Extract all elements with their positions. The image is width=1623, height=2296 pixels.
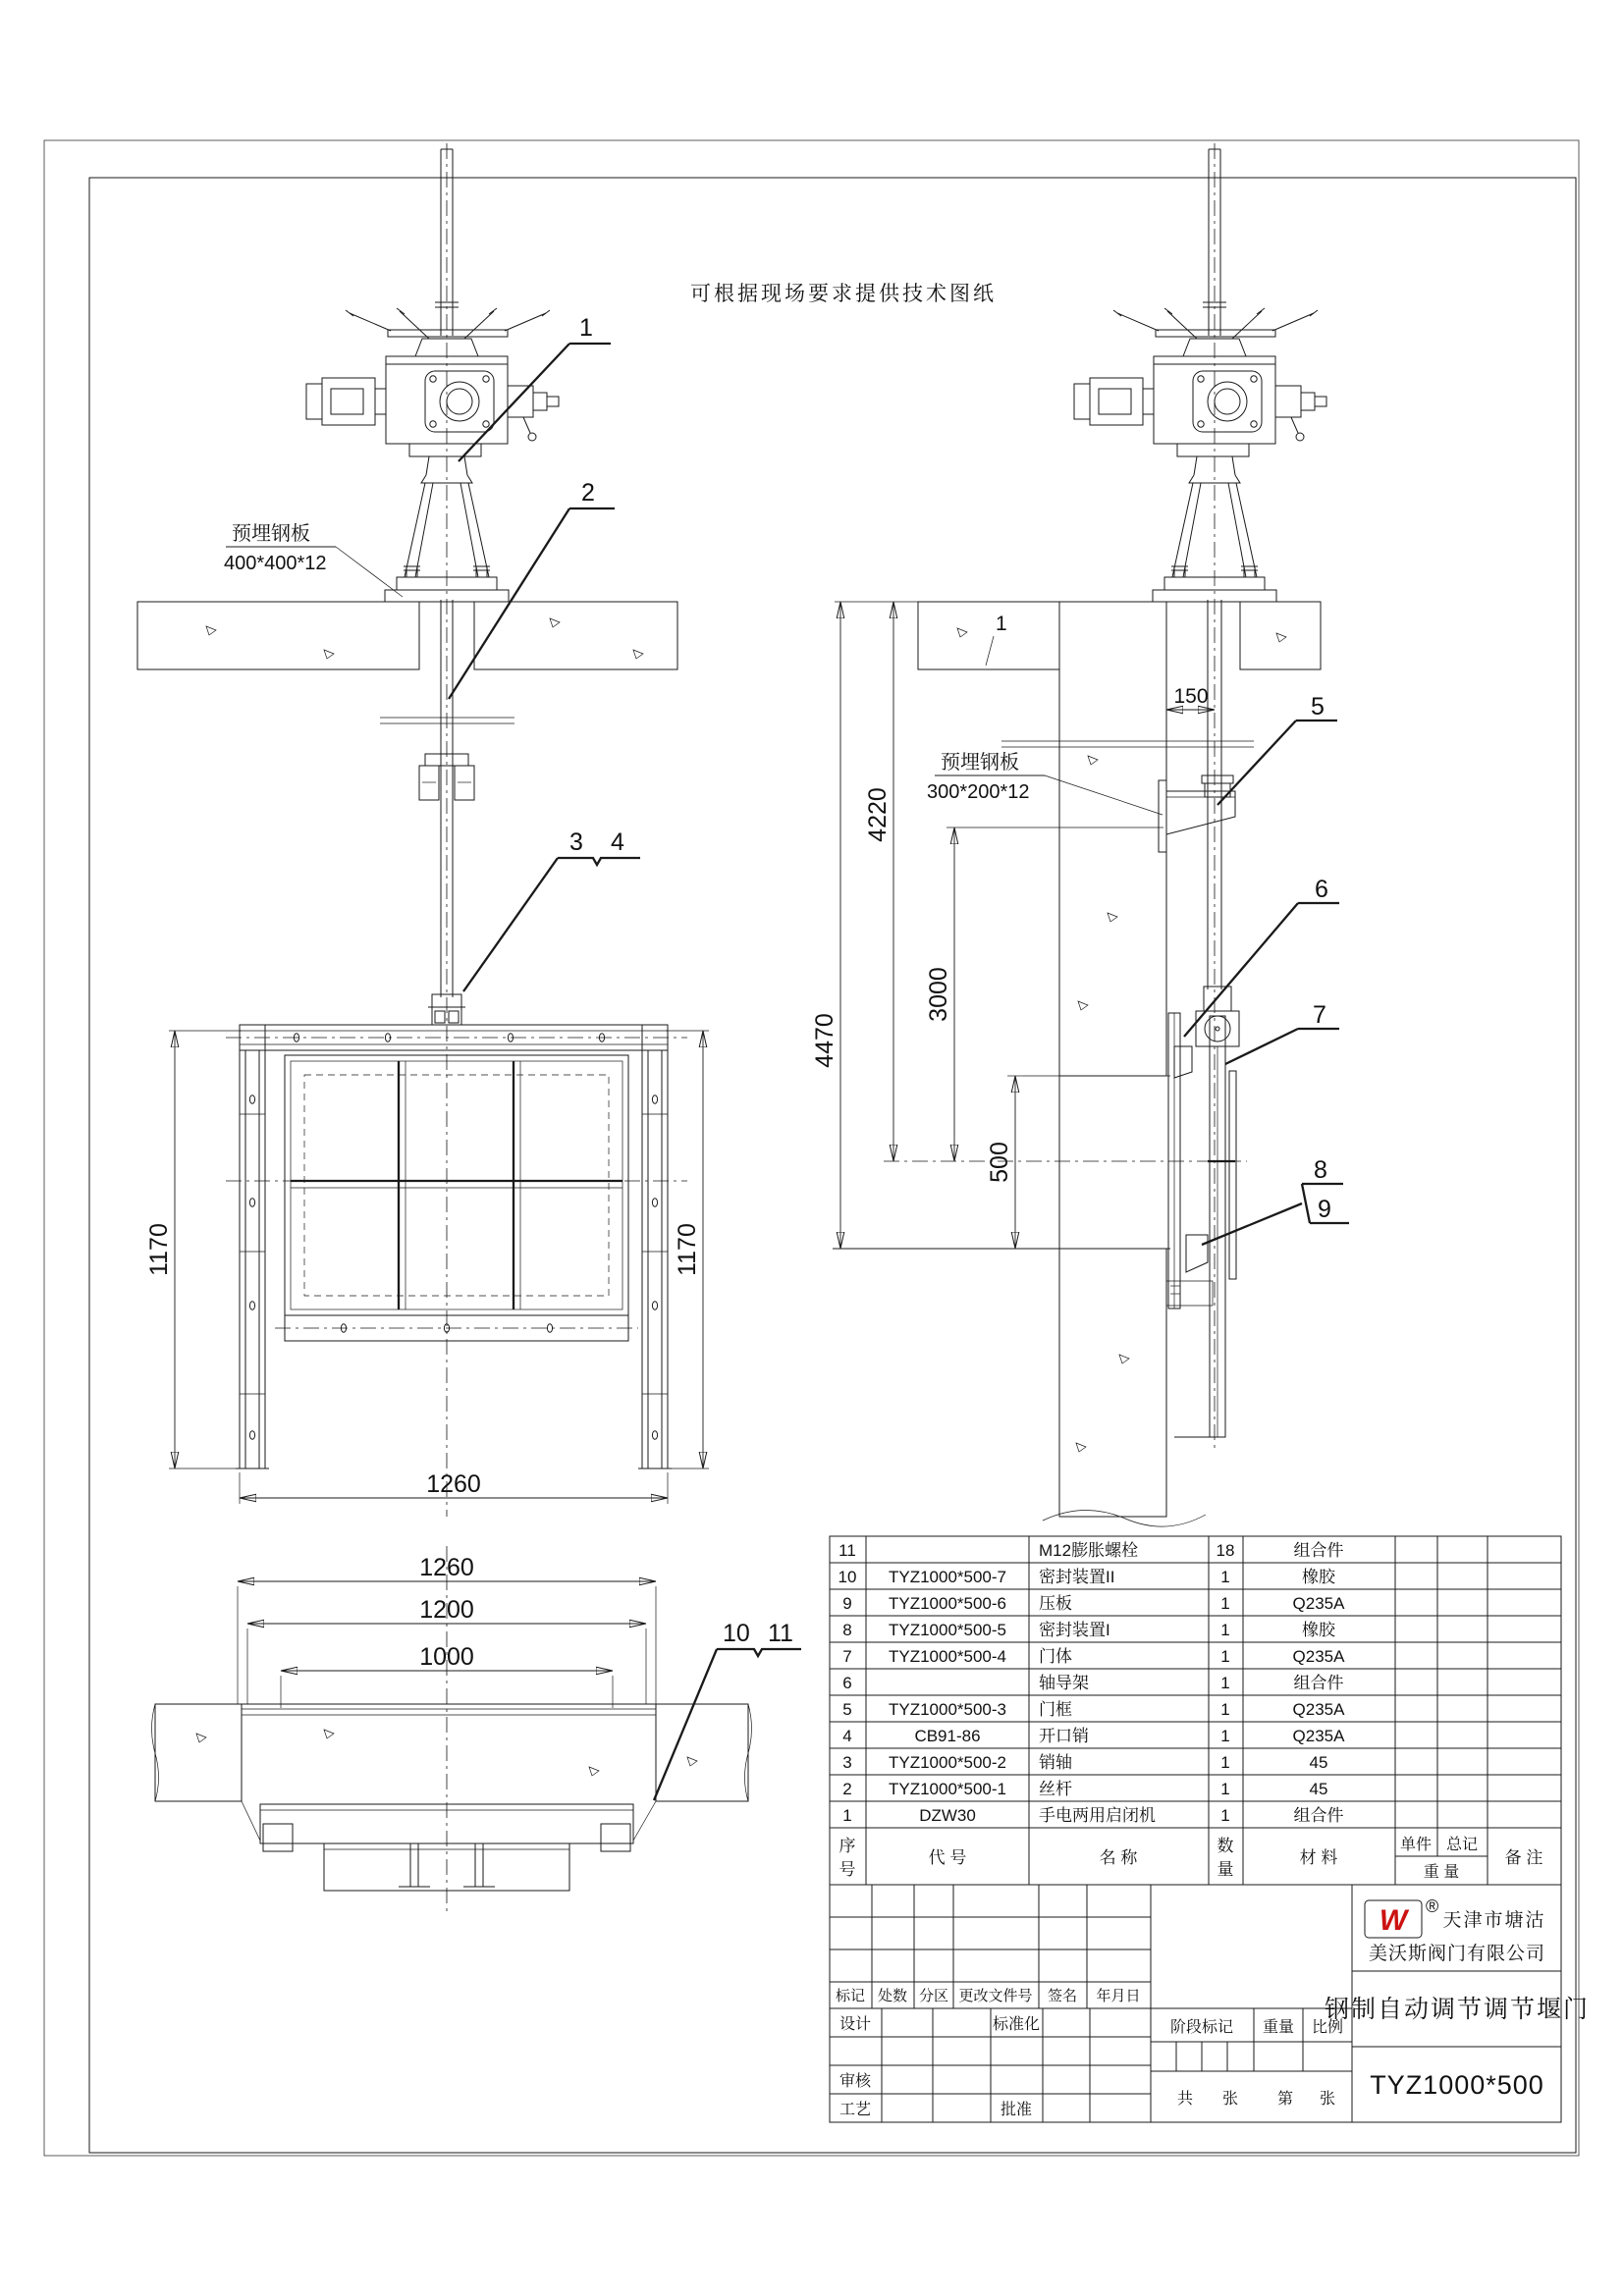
company-logo-icon: W bbox=[1379, 1904, 1408, 1937]
registered-mark: ® bbox=[1426, 1896, 1439, 1916]
svg-text:1: 1 bbox=[1220, 1780, 1230, 1798]
svg-text:共: 共 bbox=[1176, 2091, 1194, 2108]
svg-text:备 注: 备 注 bbox=[1504, 1848, 1543, 1867]
front-dimensions bbox=[145, 1031, 709, 1504]
dim-4220: 4220 bbox=[864, 787, 892, 842]
svg-text:45: 45 bbox=[1309, 1780, 1328, 1798]
svg-text:1: 1 bbox=[579, 314, 593, 342]
svg-text:1: 1 bbox=[1220, 1647, 1230, 1666]
embed-plate-text-2: 400*400*12 bbox=[224, 553, 327, 574]
svg-text:门体: 门体 bbox=[1039, 1647, 1072, 1666]
callout-10-11 bbox=[654, 1620, 801, 1800]
svg-text:张: 张 bbox=[1319, 2091, 1336, 2108]
svg-text:门框: 门框 bbox=[1039, 1700, 1072, 1719]
dim-1000-plan: 1000 bbox=[419, 1643, 474, 1671]
svg-text:组合件: 组合件 bbox=[1293, 1806, 1344, 1825]
dim-1200-plan: 1200 bbox=[419, 1596, 474, 1624]
svg-text:8: 8 bbox=[842, 1621, 852, 1639]
svg-text:年月日: 年月日 bbox=[1096, 1988, 1141, 2004]
svg-text:量: 量 bbox=[1217, 1860, 1234, 1879]
svg-text:TYZ1000*500-1: TYZ1000*500-1 bbox=[888, 1780, 1007, 1798]
svg-text:DZW30: DZW30 bbox=[919, 1806, 976, 1825]
svg-text:7: 7 bbox=[1313, 1001, 1326, 1029]
hoist-actuator-front bbox=[306, 149, 559, 602]
dim-1170-left: 1170 bbox=[145, 1223, 173, 1276]
svg-text:Q235A: Q235A bbox=[1292, 1700, 1345, 1719]
svg-text:TYZ1000*500-4: TYZ1000*500-4 bbox=[888, 1647, 1007, 1666]
stage-labels bbox=[1170, 2018, 1343, 2108]
section-embed-plate-label bbox=[927, 751, 1163, 815]
parts-rows bbox=[839, 1541, 1346, 1825]
svg-text:11: 11 bbox=[839, 1541, 856, 1560]
svg-text:TYZ1000*500-5: TYZ1000*500-5 bbox=[888, 1621, 1007, 1639]
svg-text:Q235A: Q235A bbox=[1292, 1647, 1345, 1666]
plan-concrete bbox=[152, 1704, 752, 1801]
svg-text:标记: 标记 bbox=[835, 1988, 866, 2004]
svg-text:TYZ1000*500-7: TYZ1000*500-7 bbox=[888, 1568, 1007, 1586]
svg-text:4: 4 bbox=[611, 828, 624, 856]
dim-1260-plan: 1260 bbox=[419, 1554, 474, 1581]
svg-text:9: 9 bbox=[842, 1594, 852, 1613]
svg-text:1: 1 bbox=[1220, 1700, 1230, 1719]
plan-sill bbox=[242, 1801, 656, 1891]
svg-text:9: 9 bbox=[1318, 1196, 1331, 1223]
plan-dimensions bbox=[238, 1554, 656, 1708]
svg-text:8: 8 bbox=[1314, 1156, 1327, 1184]
sheet-border bbox=[44, 140, 1579, 2156]
callout-3-4 bbox=[463, 828, 640, 991]
svg-text:压板: 压板 bbox=[1039, 1594, 1072, 1613]
section-view bbox=[811, 143, 1349, 1526]
company-box bbox=[1365, 1896, 1546, 1964]
front-screw-rod bbox=[380, 600, 514, 997]
svg-text:6: 6 bbox=[842, 1674, 852, 1692]
svg-text:2: 2 bbox=[842, 1780, 852, 1798]
svg-text:签名: 签名 bbox=[1047, 1988, 1078, 2004]
parts-table bbox=[830, 1536, 1561, 1885]
svg-text:序: 序 bbox=[839, 1837, 856, 1855]
svg-text:比例: 比例 bbox=[1311, 2019, 1344, 2036]
svg-text:TYZ1000*500-2: TYZ1000*500-2 bbox=[888, 1753, 1007, 1772]
svg-text:6: 6 bbox=[1315, 876, 1328, 903]
front-embed-plate-label bbox=[224, 522, 403, 597]
revision-headers bbox=[836, 1987, 1141, 2004]
svg-text:1: 1 bbox=[1220, 1727, 1230, 1745]
dim-1170-right: 1170 bbox=[674, 1223, 701, 1276]
svg-text:审核: 审核 bbox=[839, 2073, 872, 2090]
svg-text:销轴: 销轴 bbox=[1039, 1753, 1072, 1772]
svg-text:工艺: 工艺 bbox=[839, 2102, 872, 2118]
svg-text:1: 1 bbox=[1220, 1568, 1230, 1586]
dim-3000: 3000 bbox=[925, 967, 952, 1022]
svg-text:M12膨胀螺栓: M12膨胀螺栓 bbox=[1039, 1541, 1139, 1560]
svg-text:10: 10 bbox=[838, 1568, 857, 1586]
svg-text:标准化: 标准化 bbox=[992, 2016, 1041, 2033]
svg-text:分区: 分区 bbox=[918, 1988, 949, 2004]
svg-text:1: 1 bbox=[842, 1806, 852, 1825]
section-screw-rod bbox=[1001, 600, 1254, 989]
svg-text:10: 10 bbox=[723, 1620, 750, 1647]
svg-text:3: 3 bbox=[842, 1753, 852, 1772]
svg-text:150: 150 bbox=[1173, 685, 1209, 708]
svg-text:第: 第 bbox=[1276, 2091, 1294, 2108]
embed-plate-text-1: 预埋钢板 bbox=[232, 523, 310, 545]
svg-text:TYZ1000*500-6: TYZ1000*500-6 bbox=[888, 1594, 1007, 1613]
site-note: 可根据现场要求提供技术图纸 bbox=[690, 283, 997, 305]
svg-text:单件: 单件 bbox=[1399, 1837, 1433, 1853]
svg-text:5: 5 bbox=[1311, 693, 1325, 721]
svg-text:批准: 批准 bbox=[1000, 2102, 1033, 2118]
svg-text:名 称: 名 称 bbox=[1099, 1848, 1138, 1867]
svg-text:45: 45 bbox=[1309, 1753, 1328, 1772]
svg-text:7: 7 bbox=[842, 1647, 852, 1666]
svg-text:轴导架: 轴导架 bbox=[1039, 1674, 1089, 1692]
svg-text:Q235A: Q235A bbox=[1292, 1727, 1345, 1745]
callout-8-9 bbox=[1202, 1156, 1349, 1245]
dim-1260-front: 1260 bbox=[426, 1470, 481, 1498]
svg-text:组合件: 组合件 bbox=[1293, 1541, 1344, 1560]
dim-500: 500 bbox=[986, 1142, 1013, 1183]
callout-1-section bbox=[986, 613, 1007, 666]
callout-2 bbox=[449, 479, 615, 699]
signature-labels bbox=[839, 2015, 1040, 2118]
svg-text:橡胶: 橡胶 bbox=[1302, 1568, 1335, 1586]
drawing-model: TYZ1000*500 bbox=[1370, 2070, 1544, 2100]
svg-text:代 号: 代 号 bbox=[928, 1848, 967, 1867]
svg-text:密封装置II: 密封装置II bbox=[1039, 1568, 1115, 1586]
svg-text:张: 张 bbox=[1221, 2091, 1239, 2108]
svg-text:组合件: 组合件 bbox=[1293, 1674, 1344, 1692]
company-name-1: 天津市塘沽 bbox=[1442, 1910, 1546, 1931]
svg-text:总记: 总记 bbox=[1445, 1837, 1479, 1853]
svg-text:18: 18 bbox=[1216, 1541, 1235, 1560]
front-concrete-slab bbox=[137, 602, 677, 669]
gate-front bbox=[226, 994, 687, 1468]
svg-text:更改文件号: 更改文件号 bbox=[958, 1988, 1033, 2004]
svg-text:数: 数 bbox=[1217, 1837, 1234, 1855]
svg-text:阶段标记: 阶段标记 bbox=[1169, 2019, 1234, 2036]
svg-text:1: 1 bbox=[996, 613, 1007, 635]
svg-text:4: 4 bbox=[842, 1727, 852, 1745]
svg-text:橡胶: 橡胶 bbox=[1302, 1621, 1335, 1639]
svg-text:TYZ1000*500-3: TYZ1000*500-3 bbox=[888, 1700, 1007, 1719]
svg-text:开口销: 开口销 bbox=[1039, 1727, 1089, 1745]
svg-text:1: 1 bbox=[1220, 1594, 1230, 1613]
embed-plate-text-4: 300*200*12 bbox=[927, 781, 1030, 803]
hoist-actuator-section bbox=[1074, 149, 1326, 602]
svg-text:重 量: 重 量 bbox=[1423, 1864, 1460, 1881]
plan-view bbox=[152, 1546, 802, 1914]
svg-text:号: 号 bbox=[839, 1860, 856, 1879]
title-block bbox=[830, 1885, 1590, 2122]
svg-text:丝杆: 丝杆 bbox=[1039, 1780, 1072, 1798]
callout-5 bbox=[1217, 693, 1337, 805]
dim-4470: 4470 bbox=[811, 1013, 839, 1068]
section-guide-bracket bbox=[1159, 780, 1235, 852]
svg-text:1: 1 bbox=[1220, 1674, 1230, 1692]
svg-text:密封装置I: 密封装置I bbox=[1039, 1621, 1110, 1639]
callout-7 bbox=[1225, 1001, 1339, 1064]
dim-150 bbox=[1166, 685, 1215, 710]
svg-text:CB91-86: CB91-86 bbox=[914, 1727, 981, 1745]
svg-text:处数: 处数 bbox=[877, 1988, 908, 2004]
svg-text:1: 1 bbox=[1220, 1806, 1230, 1825]
svg-text:1: 1 bbox=[1220, 1621, 1230, 1639]
drawing-title: 钢制自动调节调节堰门 bbox=[1324, 1996, 1591, 2023]
svg-text:3: 3 bbox=[569, 828, 583, 856]
svg-text:2: 2 bbox=[581, 479, 595, 507]
svg-text:11: 11 bbox=[768, 1620, 793, 1647]
svg-text:Q235A: Q235A bbox=[1292, 1594, 1345, 1613]
svg-text:1: 1 bbox=[1220, 1753, 1230, 1772]
svg-text:材 料: 材 料 bbox=[1299, 1848, 1338, 1867]
section-concrete bbox=[918, 602, 1321, 1526]
svg-text:手电两用启闭机: 手电两用启闭机 bbox=[1039, 1806, 1156, 1825]
svg-text:重量: 重量 bbox=[1262, 2019, 1295, 2036]
svg-text:5: 5 bbox=[842, 1700, 852, 1719]
embed-plate-text-3: 预埋钢板 bbox=[941, 752, 1019, 774]
front-view bbox=[137, 143, 709, 1517]
company-name-2: 美沃斯阀门有限公司 bbox=[1368, 1944, 1546, 1964]
svg-text:设计: 设计 bbox=[839, 2016, 872, 2033]
